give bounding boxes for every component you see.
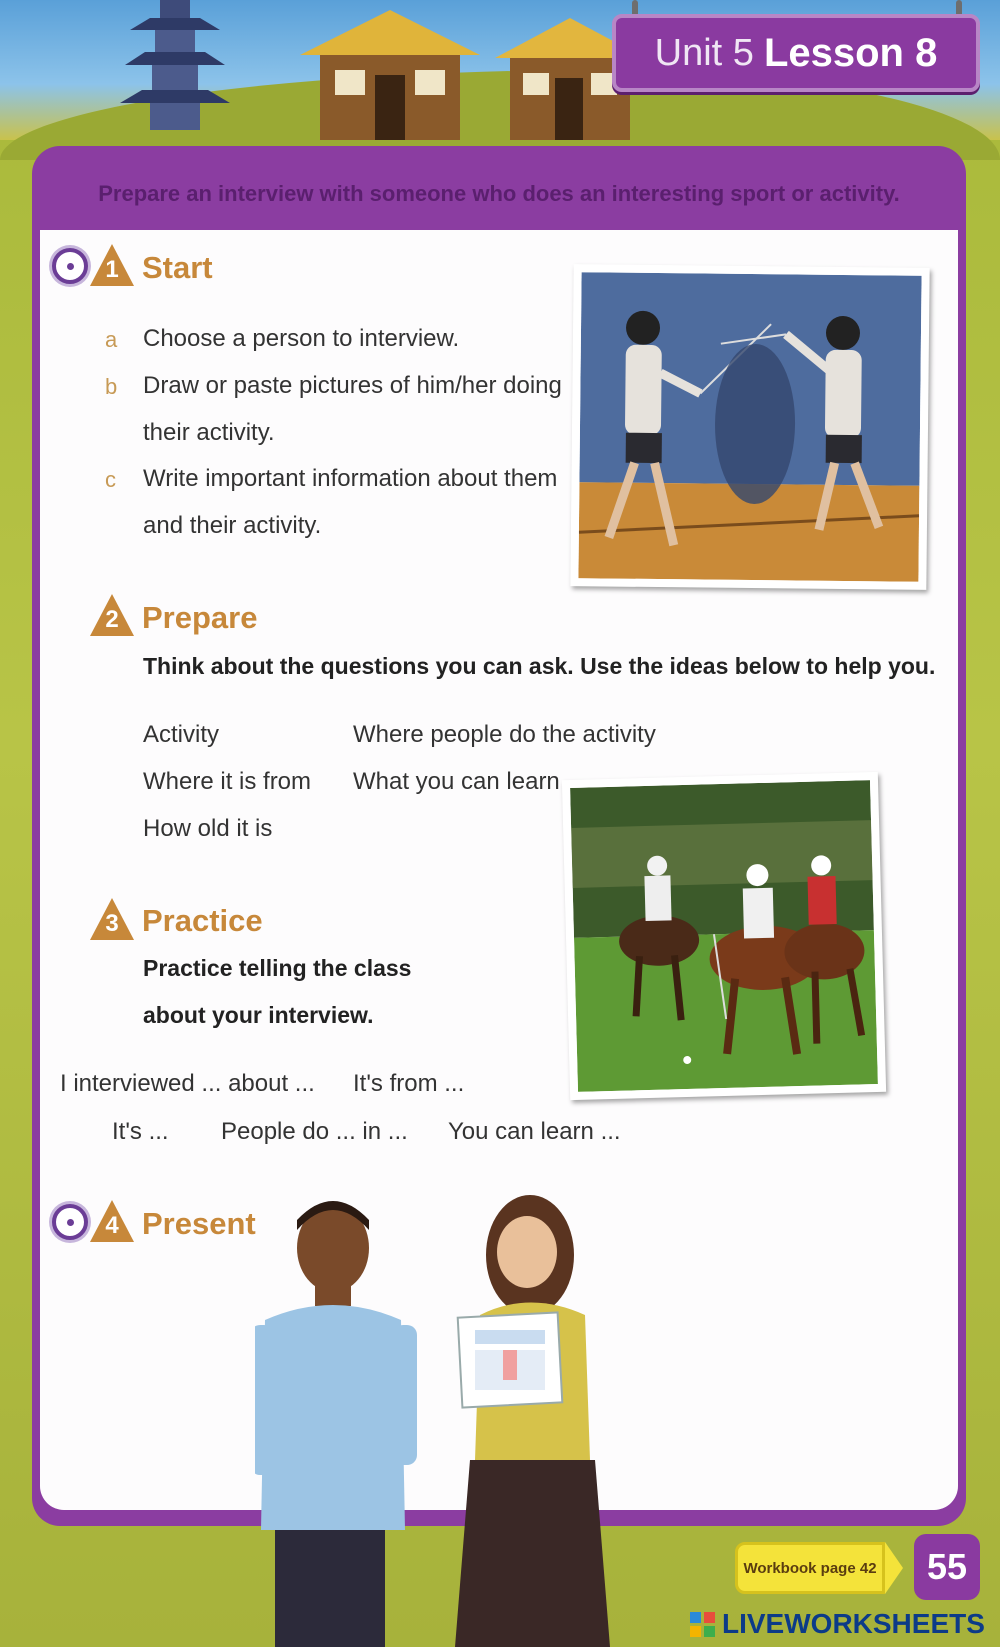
idea-how-old: How old it is — [143, 815, 273, 842]
start-heading: Start — [142, 250, 213, 285]
prepare-heading: Prepare — [142, 600, 258, 635]
practice-instruction-line2: about your interview. — [143, 1002, 374, 1028]
liveworksheets-watermark: LIVEWORKSHEETS — [722, 1608, 985, 1639]
children-presenting-image — [255, 1190, 615, 1647]
prompt-people-do: People do ... in ... — [221, 1118, 408, 1145]
prompt-interviewed: I interviewed ... about ... — [60, 1070, 315, 1097]
prompt-from: It's from ... — [353, 1070, 465, 1097]
step-1-number: 1 — [105, 256, 119, 283]
item-a-letter: a — [105, 327, 118, 352]
task-banner: Prepare an interview with someone who does an interesting sport or activity. — [98, 181, 900, 206]
audio-cd-icon[interactable] — [52, 248, 88, 284]
polo-photo-image — [570, 780, 878, 1092]
item-c-letter: c — [105, 467, 116, 492]
present-heading: Present — [142, 1206, 256, 1241]
fencing-photo-image — [578, 272, 921, 582]
unit-label: Unit 5 — [654, 31, 754, 74]
item-b-text-line2: their activity. — [143, 419, 275, 446]
step-1-triangle-icon — [90, 244, 134, 286]
idea-what-learn: What you can learn — [353, 768, 560, 795]
item-a-text: Choose a person to interview. — [143, 325, 460, 352]
item-b-text-line1: Draw or paste pictures of him/her doing — [143, 372, 562, 399]
step-4-number: 4 — [105, 1212, 119, 1239]
item-b-letter: b — [105, 374, 118, 399]
audio-cd-icon-2[interactable] — [52, 1204, 88, 1240]
liveworksheets-logo-icon — [690, 1612, 716, 1638]
pagoda-illustration — [120, 0, 230, 130]
prepare-instruction: Think about the questions you can ask. Use the ideas below to help you. — [143, 653, 936, 679]
prompt-you-can-learn: You can learn ... — [448, 1118, 621, 1145]
idea-activity: Activity — [143, 721, 220, 748]
page-number: 55 — [914, 1534, 980, 1600]
polo-photo — [562, 772, 886, 1100]
idea-where-people: Where people do the activity — [353, 721, 656, 748]
idea-where-from: Where it is from — [143, 768, 312, 795]
prompt-its: It's ... — [112, 1118, 169, 1145]
step-3-triangle-icon — [90, 898, 134, 940]
step-4-triangle-icon — [90, 1200, 134, 1242]
fencing-photo — [570, 264, 929, 590]
lesson-label: Lesson 8 — [763, 30, 938, 75]
step-2-number: 2 — [105, 606, 119, 633]
hut-illustration-left — [300, 10, 480, 140]
workbook-page-tag: Workbook page 42 — [735, 1542, 885, 1594]
practice-heading: Practice — [142, 903, 263, 938]
practice-instruction-line1: Practice telling the class — [143, 955, 412, 981]
item-c-text-line1: Write important information about them — [143, 465, 558, 492]
step-2-triangle-icon — [90, 594, 134, 636]
lesson-title-plate — [612, 14, 980, 92]
step-3-number: 3 — [105, 910, 119, 937]
item-c-text-line2: and their activity. — [143, 512, 322, 539]
workbook-tag-arrow — [885, 1542, 903, 1594]
